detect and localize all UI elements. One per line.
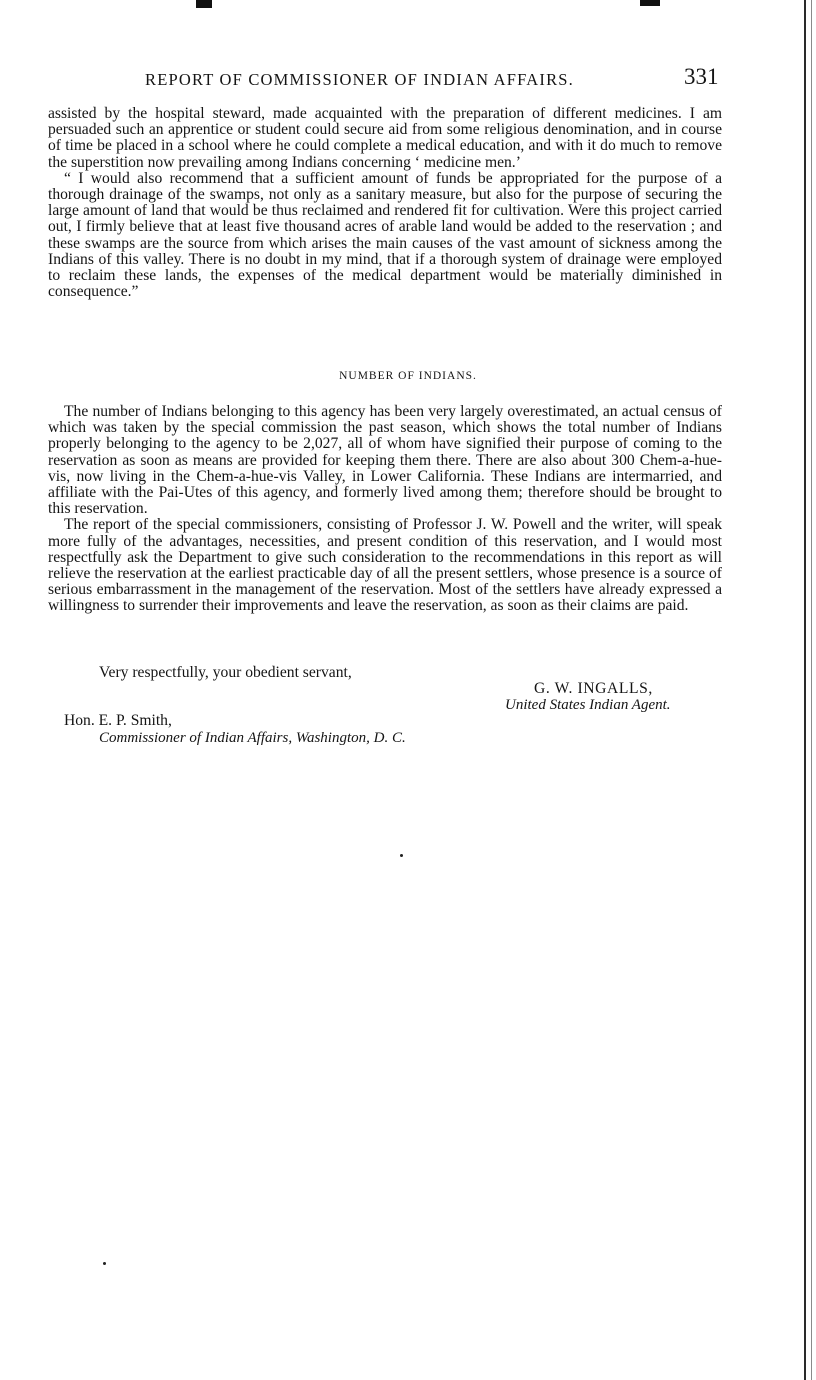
ink-speck — [400, 854, 403, 857]
addressee-title: Commissioner of Indian Affairs, Washington, D. C. — [99, 730, 406, 746]
signer-title: United States Indian Agent. — [505, 697, 671, 713]
addressee-name: Hon. E. P. Smith, — [64, 712, 172, 729]
letter-body-bottom — [48, 404, 722, 615]
scan-mark — [640, 0, 660, 6]
paragraph: The report of the special commissioners, consisting of Professor J. W. Powell and the writer, will speak more fully of the advantages, necessities, and present condition of this reservation, and I would most respectfully ask the Department to give such consideration to the recommendations in this report as will relieve the reservation at the earliest practicable day of all the present settlers, whose presence is a source of serious embarrassment in the management of the reservation. Most of the settlers have already expressed a willingness to surrender their improvements and leave the reservation, as soon as their claims are paid. — [48, 516, 722, 615]
page-header — [0, 66, 816, 96]
paragraph: assisted by the hospital steward, made acquainted with the preparation of different medicines. I am persuaded such an apprentice or student could secure aid from some religious denomination, and in course of time be placed in a school where he could complete a medical education, and with it do much to remove the superstition now prevailing among Indians concerning ‘ medicine men.’ — [48, 105, 722, 171]
letter-body-top — [48, 106, 722, 300]
closing: Very respectfully, your obedient servant, — [99, 664, 352, 681]
running-title: REPORT OF COMMISSIONER OF INDIAN AFFAIRS. — [145, 70, 575, 89]
scan-mark — [196, 0, 212, 8]
page-edge — [804, 0, 806, 1380]
paragraph: The number of Indians belonging to this agency has been very largely overestimated, an actual census of which was taken by the special commission the past season, which shows the total number of Indians properly belonging to the agency to be 2,027, all of whom have signified their purpose of coming to the reservation as soon as means are provided for keeping them there. There are also about 300 Chem-a-hue-vis, now living in the Chem-a-hue-vis Valley, in Lower California. These Indians are intermarried, and affiliate with the Pai-Utes of this agency, and formerly lived among them; therefore should be brought to this reservation. — [48, 403, 722, 518]
signer-name: G. W. INGALLS, — [534, 680, 653, 697]
paragraph: “ I would also recommend that a sufficient amount of funds be appropriated for the purpose of a thorough drainage of the swamps, not only as a sanitary measure, but also for the purpose of securing the large amount of land that would be thus reclaimed and rendered fit for cultivation. Were this project carried out, I firmly believe that at least five thousand acres of arable land would be added to the reservation ; and these swamps are the source from which arises the main causes of the vast amount of sickness among the Indians of this valley. There is no doubt in my mind, that if a thorough system of drainage were employed to reclaim these lands, the expenses of the medical department would be materially diminished in consequence.” — [48, 169, 722, 301]
page-edge-inner — [811, 0, 812, 1380]
page-number: 331 — [684, 64, 719, 89]
ink-speck — [103, 1262, 106, 1265]
section-heading: NUMBER OF INDIANS. — [339, 370, 477, 382]
